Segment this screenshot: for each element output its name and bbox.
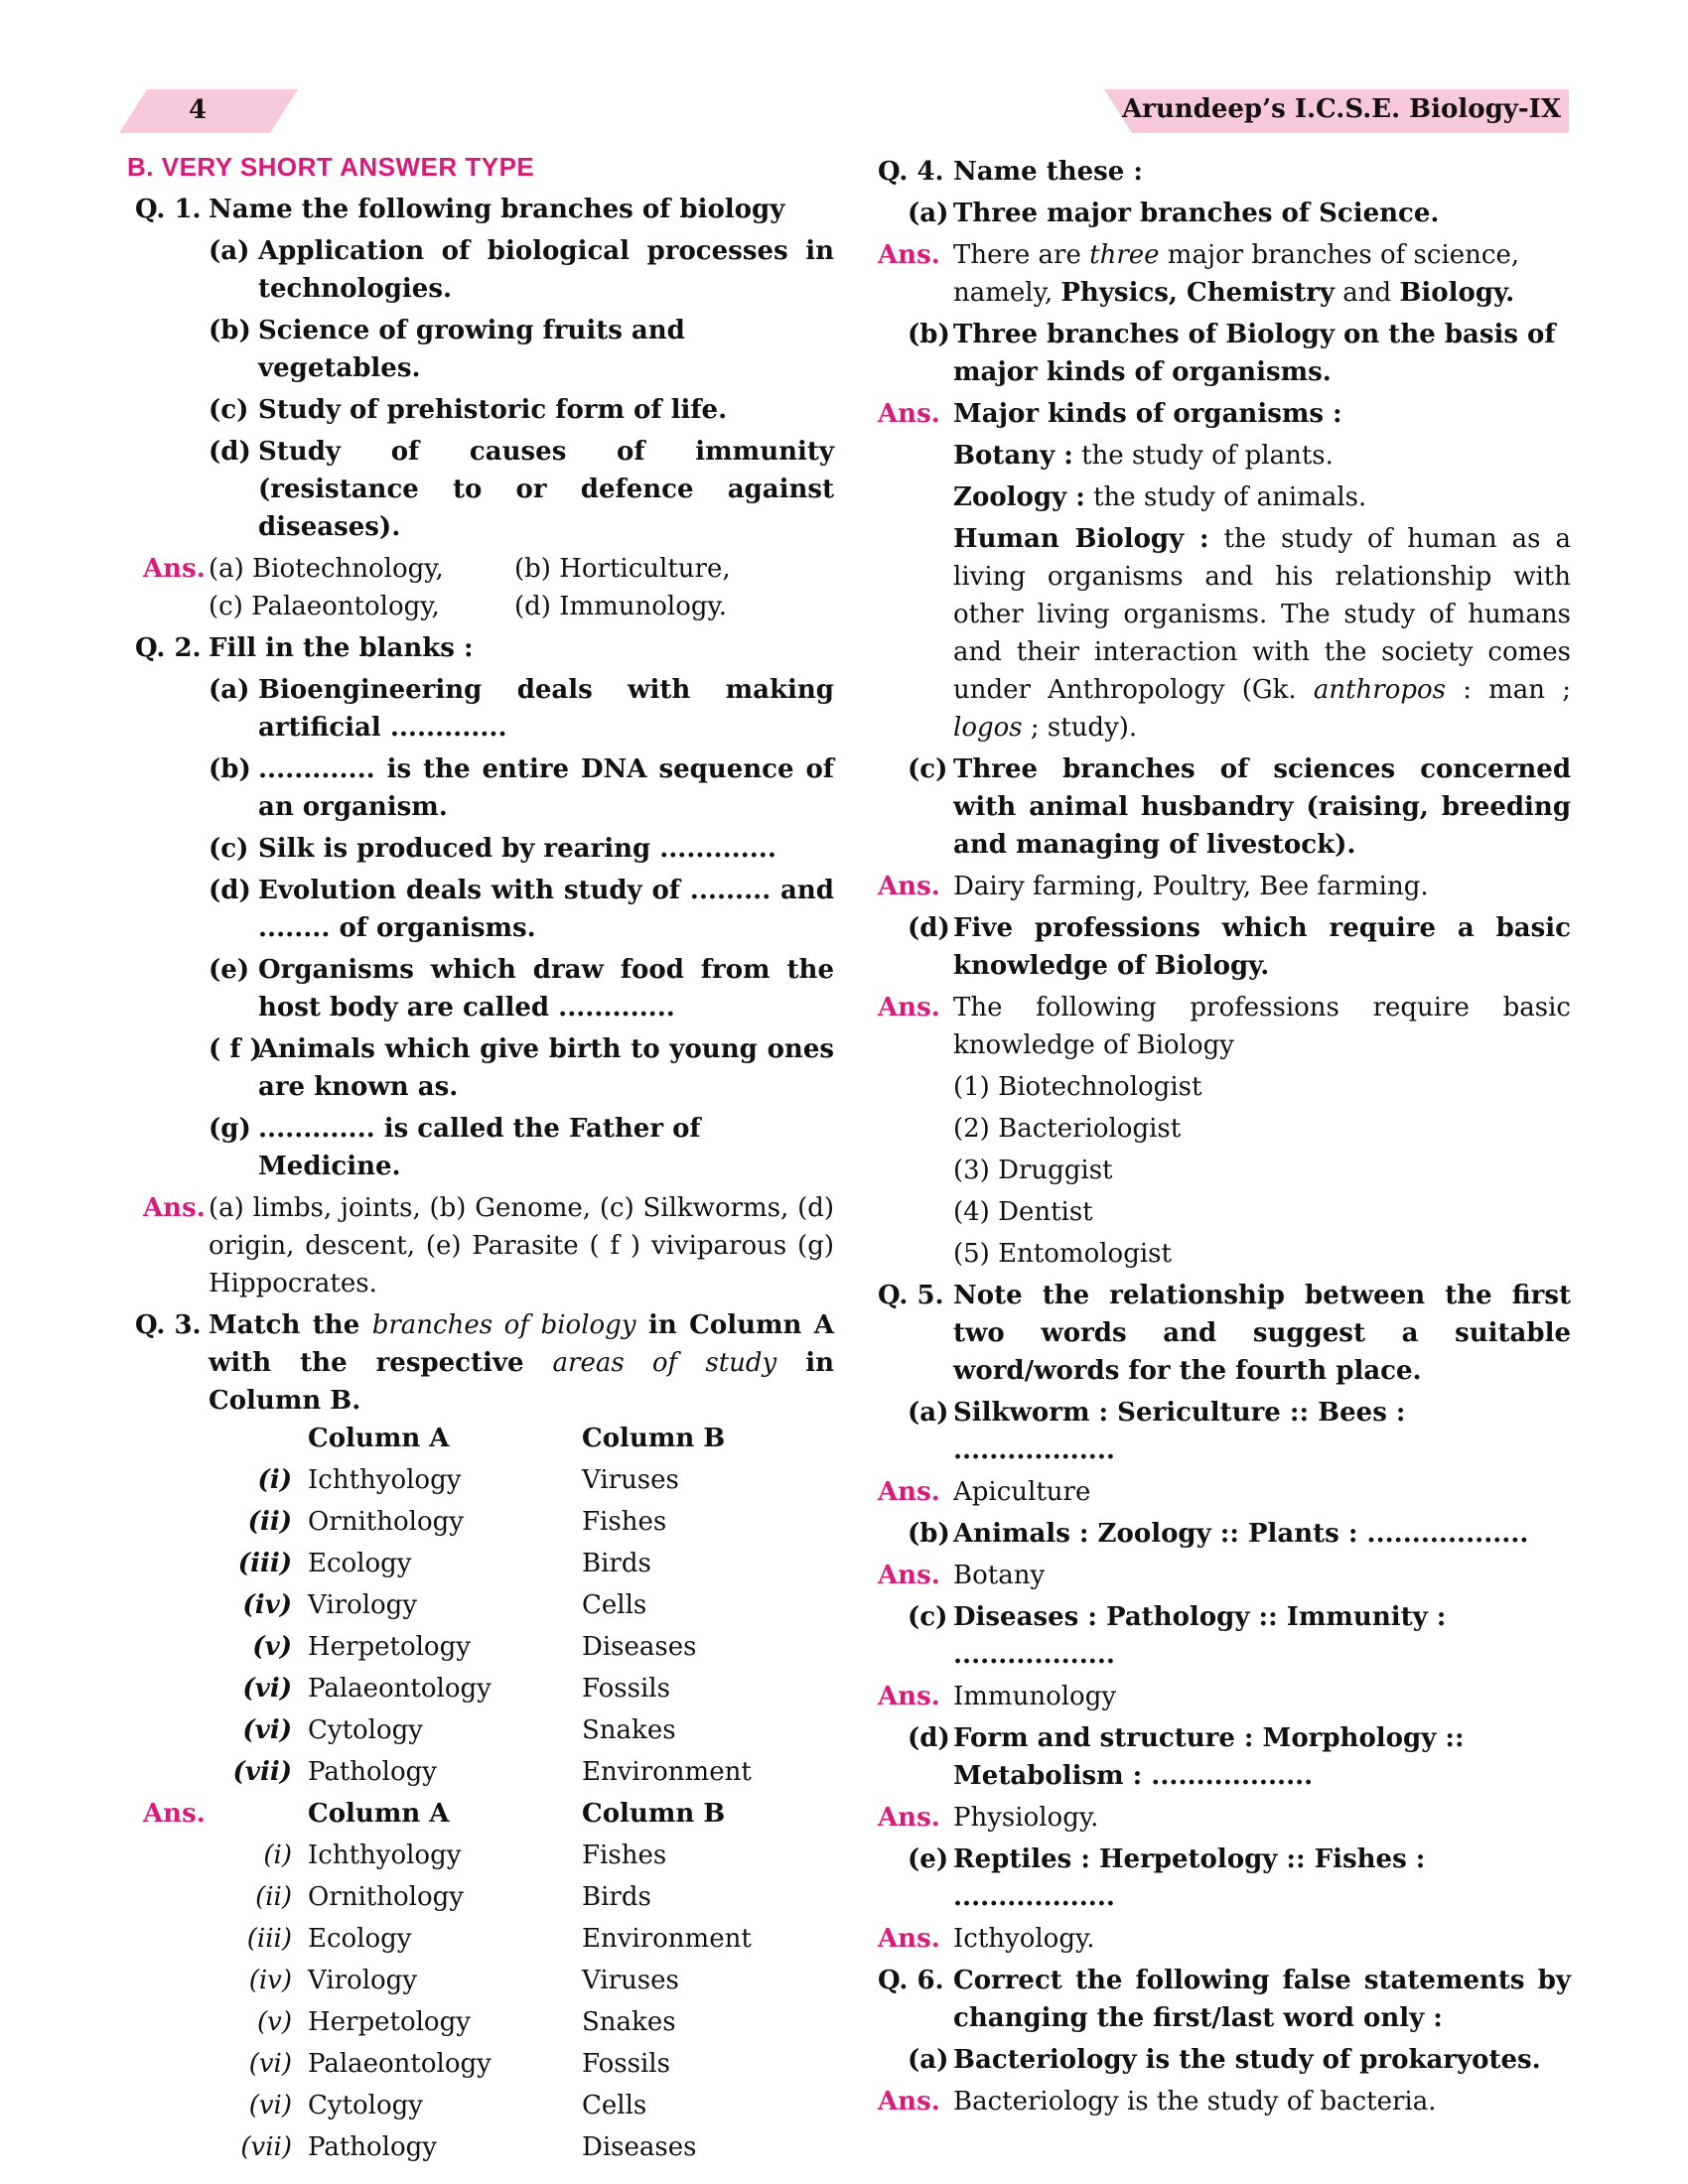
- column-b-cell: Fossils: [582, 2049, 670, 2079]
- definition-emphasis: anthropos: [1313, 675, 1447, 705]
- question-text-emphasis: areas of study: [552, 1348, 777, 1378]
- row-number: (ii): [247, 1507, 292, 1537]
- table-header-row: [209, 1420, 752, 1461]
- answer-label: Ans.: [878, 240, 940, 270]
- section-title: B. VERY SHORT ANSWER TYPE: [127, 152, 535, 182]
- column-a-cell: Ornithology: [308, 1882, 464, 1912]
- question-label: Q. 6.: [878, 1966, 944, 1995]
- answer-text: Icthyology.: [953, 1924, 1095, 1954]
- item-marker: (c): [908, 1602, 948, 1632]
- answer-text: Apiculture: [953, 1477, 1091, 1507]
- item-text: ............. is the entire DNA sequence of an organism.: [258, 754, 834, 822]
- question-text-part: Match the: [209, 1310, 372, 1340]
- answer-text: Dairy farming, Poultry, Bee farming.: [953, 872, 1429, 901]
- table-row: [209, 1545, 752, 1586]
- page-number-band: [119, 89, 298, 133]
- definition-emphasis: logos: [953, 713, 1023, 743]
- item-marker: ( f ): [209, 1034, 262, 1064]
- q4-answer-d: [878, 989, 1571, 1064]
- q2-item-g: [127, 1110, 834, 1185]
- answer-emphasis: three: [1089, 240, 1160, 270]
- q5-item-b: [878, 1515, 1571, 1553]
- list-item: (1) Biotechnologist: [953, 1072, 1202, 1102]
- answer-label: Ans.: [878, 1561, 940, 1590]
- question-text: Name the following branches of biology: [209, 195, 785, 224]
- column-b-cell: Snakes: [582, 2007, 676, 2037]
- row-number: (iv): [248, 1966, 292, 1995]
- term: Zoology :: [953, 482, 1085, 512]
- row-number: (vi): [248, 2049, 292, 2079]
- row-number: (vi): [242, 1715, 292, 1745]
- table-header-row: [209, 1795, 752, 1837]
- item-marker: (b): [908, 320, 950, 349]
- row-number: (vii): [240, 2132, 292, 2162]
- table-row: [209, 2003, 752, 2045]
- item-text: Three branches of Biology on the basis of major kinds of organisms.: [953, 320, 1556, 387]
- table-row: [209, 1962, 752, 2003]
- question-label: Q. 1.: [135, 195, 202, 224]
- answer-text: Immunology: [953, 1682, 1117, 1711]
- item-marker: (a): [908, 1398, 949, 1428]
- item-text: Diseases : Pathology :: Immunity : ..................: [953, 1602, 1447, 1670]
- question-3: [127, 1306, 834, 1420]
- answer-text: Physiology.: [953, 1803, 1099, 1833]
- q1-item-a: [127, 232, 834, 308]
- item-marker: (c): [908, 754, 948, 784]
- row-number: (ii): [255, 1882, 292, 1912]
- column-a-cell: Herpetology: [308, 1632, 471, 1662]
- question-text: Fill in the blanks :: [209, 633, 474, 663]
- item-text: Animals : Zoology :: Plants : ..................: [953, 1519, 1529, 1549]
- book-title: Arundeep’s I.C.S.E. Biology-IX: [1121, 94, 1561, 124]
- item-marker: (b): [908, 1519, 950, 1549]
- item-marker: (d): [209, 876, 251, 905]
- row-number: (vi): [242, 1674, 292, 1704]
- item-marker: (e): [209, 955, 250, 985]
- question-4: [878, 153, 1571, 191]
- q2-item-a: [127, 671, 834, 747]
- table-row: [209, 1628, 752, 1670]
- row-number: (iv): [242, 1590, 292, 1620]
- answer-text: Bacteriology is the study of bacteria.: [953, 2087, 1437, 2116]
- item-marker: (c): [209, 395, 249, 425]
- answer-label: Ans.: [143, 1799, 206, 1829]
- item-text: Evolution deals with study of ......... and ........ of organisms.: [258, 876, 834, 943]
- row-number: (i): [263, 1841, 292, 1870]
- answer-text: and: [1335, 278, 1400, 308]
- item-text: Application of biological processes in technologies.: [258, 236, 834, 304]
- item-marker: (d): [908, 1723, 950, 1753]
- question-text-emphasis: branches of biology: [371, 1310, 636, 1340]
- item-text: Five professions which require a basic knowledge of Biology.: [953, 913, 1571, 981]
- question-text-part: in Column B.: [209, 1348, 834, 1416]
- q4-item-a: [878, 195, 1571, 232]
- answer-text: There are: [953, 240, 1090, 270]
- q5-item-a: [878, 1394, 1571, 1469]
- list-item: (2) Bacteriologist: [953, 1114, 1182, 1144]
- row-number: (iii): [237, 1549, 292, 1578]
- column-a-cell: Ecology: [308, 1924, 412, 1954]
- table-row: [209, 1711, 752, 1753]
- column-b-header: Column B: [582, 1424, 726, 1453]
- table-row: [209, 1586, 752, 1628]
- item-text: Organisms which draw food from the host body are called .............: [258, 955, 834, 1023]
- item-marker: (e): [908, 1844, 949, 1874]
- question-text-part: in Column A with the respective: [209, 1310, 834, 1378]
- q4-answer-c: [878, 868, 1571, 905]
- q5-answer-c: [878, 1678, 1571, 1715]
- column-b-cell: Cells: [582, 2091, 647, 2120]
- answer-label: Ans.: [878, 399, 940, 429]
- column-a-cell: Virology: [308, 1590, 418, 1620]
- q2-item-b: [127, 751, 834, 826]
- item-text: Animals which give birth to young ones are known as.: [258, 1034, 834, 1102]
- question-2: [127, 629, 834, 667]
- q3-answer: [127, 1795, 834, 2170]
- column-a-cell: Ornithology: [308, 1507, 464, 1537]
- right-column: [878, 149, 1571, 2120]
- item-marker: (a): [908, 2045, 949, 2075]
- table-row: [209, 2045, 752, 2087]
- answer-label: Ans.: [143, 554, 206, 584]
- item-text: Study of causes of immunity (resistance to or defence against diseases).: [258, 437, 834, 542]
- column-b-cell: Environment: [582, 1924, 752, 1954]
- column-b-cell: Birds: [582, 1882, 651, 1912]
- zoology-definition: [878, 478, 1571, 516]
- answer-item: (a) Biotechnology,: [209, 554, 444, 584]
- answer-term: Physics, Chemistry: [1060, 278, 1336, 308]
- column-a-cell: Ichthyology: [308, 1841, 462, 1870]
- definition: the study of animals.: [1084, 482, 1367, 512]
- table-row: [209, 1503, 752, 1545]
- answer-label: Ans.: [878, 2087, 940, 2116]
- q5-item-e: [878, 1841, 1571, 1916]
- botany-definition: [878, 437, 1571, 475]
- q6-answer-a: [878, 2083, 1571, 2120]
- item-marker: (g): [209, 1114, 251, 1144]
- item-text: Three branches of sciences concerned with animal husbandry (raising, breeding and managing of livestock).: [953, 754, 1571, 860]
- table-row: [209, 1753, 752, 1795]
- q1-item-d: [127, 433, 834, 546]
- q1-item-c: [127, 391, 834, 429]
- column-b-header: Column B: [582, 1799, 726, 1829]
- column-a-cell: Cytology: [308, 2091, 423, 2120]
- q2-answer: [127, 1189, 834, 1302]
- item-marker: (a): [209, 236, 250, 266]
- column-a-cell: Cytology: [308, 1715, 423, 1745]
- q5-item-c: [878, 1598, 1571, 1674]
- q5-answer-e: [878, 1920, 1571, 1958]
- match-answer-table: [209, 1795, 752, 2170]
- answer-label: Ans.: [878, 1924, 940, 1954]
- left-column: [127, 149, 834, 2170]
- item-text: Three major branches of Science.: [953, 199, 1440, 228]
- row-number: (v): [257, 2007, 292, 2037]
- column-a-cell: Pathology: [308, 1757, 437, 1787]
- item-text: Silkworm : Sericulture :: Bees : ..................: [953, 1398, 1406, 1465]
- q6-item-a: [878, 2041, 1571, 2079]
- answer-item: (c) Palaeontology,: [209, 592, 440, 621]
- column-b-cell: Fishes: [582, 1507, 667, 1537]
- definition: : man ;: [1446, 675, 1571, 705]
- item-marker: (a): [209, 675, 250, 705]
- item-text: Reptiles : Herpetology :: Fishes : ..................: [953, 1844, 1426, 1912]
- column-a-header: Column A: [308, 1424, 450, 1453]
- table-row: [209, 1461, 752, 1503]
- question-label: Q. 2.: [135, 633, 202, 663]
- column-b-cell: Diseases: [582, 1632, 697, 1662]
- answer-item: (d) Immunology.: [514, 592, 728, 621]
- table-row: [209, 1878, 752, 1920]
- column-a-cell: Palaeontology: [308, 2049, 492, 2079]
- answer-heading: Major kinds of organisms :: [953, 399, 1342, 429]
- column-b-cell: Snakes: [582, 1715, 676, 1745]
- item-text: Silk is produced by rearing .............: [258, 834, 776, 864]
- q2-item-e: [127, 951, 834, 1026]
- definition: ; study).: [1022, 713, 1138, 743]
- definition: the study of human as a living organisms and his relationship with other living organisms. The study of humans and their interaction with the society comes under Anthropology (Gk.: [953, 524, 1571, 705]
- question-1: [127, 191, 834, 228]
- q2-item-f: [127, 1030, 834, 1106]
- row-number: (i): [257, 1465, 292, 1495]
- column-a-cell: Pathology: [308, 2132, 437, 2162]
- answer-label: Ans.: [878, 993, 940, 1023]
- answer-text: The following professions require basic knowledge of Biology: [953, 993, 1571, 1060]
- answer-term: Biology.: [1399, 278, 1515, 308]
- question-label: Q. 4.: [878, 157, 944, 187]
- definition: the study of plants.: [1072, 441, 1334, 471]
- column-b-cell: Fishes: [582, 1841, 667, 1870]
- q1-answer: [127, 550, 834, 625]
- term: Botany :: [953, 441, 1073, 471]
- term: Human Biology :: [953, 524, 1209, 554]
- table-row: [209, 1670, 752, 1711]
- column-a-cell: Ecology: [308, 1549, 412, 1578]
- column-b-cell: Diseases: [582, 2132, 697, 2162]
- q2-item-c: [127, 830, 834, 868]
- column-a-cell: Herpetology: [308, 2007, 471, 2037]
- item-text: Bacteriology is the study of prokaryotes.: [953, 2045, 1541, 2075]
- item-text: ............. is called the Father of Medicine.: [258, 1114, 701, 1181]
- q5-item-d: [878, 1719, 1571, 1795]
- answer-item: (b) Horticulture,: [514, 554, 731, 584]
- table-row: [209, 1837, 752, 1878]
- question-5: [878, 1277, 1571, 1390]
- column-b-cell: Cells: [582, 1590, 647, 1620]
- list-item: (3) Druggist: [953, 1156, 1113, 1185]
- list-item: (4) Dentist: [953, 1197, 1093, 1227]
- q5-answer-b: [878, 1557, 1571, 1594]
- item-marker: (d): [908, 913, 950, 943]
- answer-label: Ans.: [878, 1477, 940, 1507]
- list-item: (5) Entomologist: [953, 1239, 1172, 1269]
- answer-text: Botany: [953, 1561, 1046, 1590]
- q5-answer-a: [878, 1473, 1571, 1511]
- question-6: [878, 1962, 1571, 2037]
- item-marker: (b): [209, 316, 251, 345]
- column-a-cell: Palaeontology: [308, 1674, 492, 1704]
- column-a-header: Column A: [308, 1799, 450, 1829]
- question-label: Q. 3.: [135, 1310, 202, 1340]
- q4-item-d: [878, 909, 1571, 985]
- row-number: (iii): [246, 1924, 292, 1954]
- item-text: Study of prehistoric form of life.: [258, 395, 728, 425]
- match-question-table: [209, 1420, 752, 1795]
- answer-text: (a) limbs, joints, (b) Genome, (c) Silkworms, (d) origin, descent, (e) Parasite ( f ) viviparous (g) Hippocrates.: [209, 1193, 834, 1298]
- column-b-cell: Environment: [582, 1757, 752, 1787]
- page-number: 4: [189, 95, 208, 125]
- item-marker: (b): [209, 754, 251, 784]
- column-b-cell: Birds: [582, 1549, 651, 1578]
- answer-label: Ans.: [878, 1682, 940, 1711]
- q4-item-c: [878, 751, 1571, 864]
- column-a-cell: Ichthyology: [308, 1465, 462, 1495]
- item-marker: (c): [209, 834, 249, 864]
- q4-answer-a: [878, 236, 1571, 312]
- question-text: Note the relationship between the first two words and suggest a suitable word/words for the fourth place.: [953, 1281, 1571, 1386]
- answer-label: Ans.: [878, 872, 940, 901]
- question-text: Name these :: [953, 157, 1144, 187]
- q4-answer-b: [878, 395, 1571, 433]
- column-b-cell: Fossils: [582, 1674, 670, 1704]
- table-row: [209, 2128, 752, 2170]
- q4-item-b: [878, 316, 1571, 391]
- answer-text: major branches of science, namely,: [953, 240, 1520, 308]
- question-text: Correct the following false statements by changing the first/last word only :: [953, 1966, 1571, 2033]
- question-label: Q. 5.: [878, 1281, 944, 1310]
- q2-item-d: [127, 872, 834, 947]
- table-row: [209, 1920, 752, 1962]
- answer-label: Ans.: [143, 1193, 206, 1223]
- q5-answer-d: [878, 1799, 1571, 1837]
- table-row: [209, 2087, 752, 2128]
- item-text: Form and structure : Morphology :: Metabolism : ..................: [953, 1723, 1465, 1791]
- item-text: Science of growing fruits and vegetables.: [258, 316, 685, 383]
- column-b-cell: Viruses: [582, 1465, 679, 1495]
- item-text: Bioengineering deals with making artificial .............: [258, 675, 834, 743]
- column-a-cell: Virology: [308, 1966, 418, 1995]
- item-marker: (d): [209, 437, 251, 467]
- row-number: (v): [252, 1632, 292, 1662]
- row-number: (vi): [248, 2091, 292, 2120]
- column-b-cell: Viruses: [582, 1966, 679, 1995]
- q1-item-b: [127, 312, 834, 387]
- answer-label: Ans.: [878, 1803, 940, 1833]
- item-marker: (a): [908, 199, 949, 228]
- human-biology-definition: [878, 520, 1571, 747]
- row-number: (vii): [232, 1757, 292, 1787]
